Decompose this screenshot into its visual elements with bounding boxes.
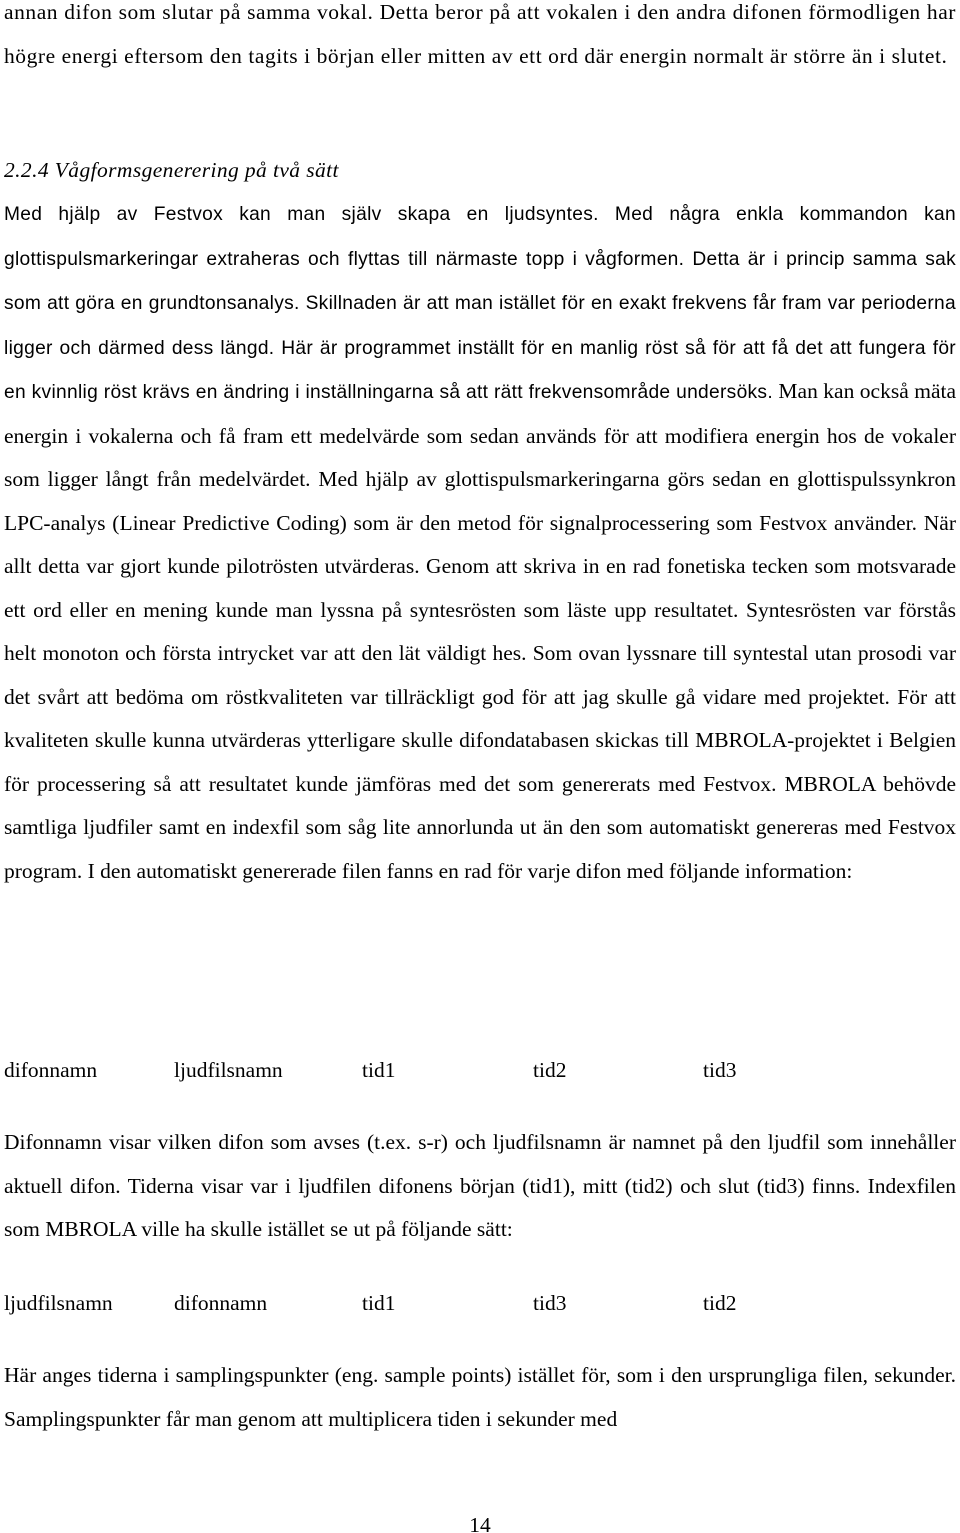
page-number: 14 xyxy=(469,1513,491,1533)
field-cell: tid1 xyxy=(362,1291,396,1315)
field-order-row-mbrola xyxy=(4,1288,956,1318)
paragraph-festvox-sans-part: Med hjälp av Festvox kan man själv skapa en ljudsyntes. Med några enkla kommandon kan glottispulsmarkeringar extraheras och flyttas till närmaste topp i vågformen. Detta är i princip samma sak som att göra en grundtonsanalys. Skillnaden är att man istället för en exakt frekvens får fram var perioderna ligger och därmed dess längd. Här är programmet inställt för en manlig röst så för att få det att fungera för en kvinnlig röst krävs en ändring i inställningarna så att rätt frekvensområde undersöks. xyxy=(4,204,956,403)
field-cell: ljudfilsnamn xyxy=(174,1058,283,1082)
field-cell: tid3 xyxy=(533,1291,567,1315)
paragraph-difonnamn: Difonnamn visar vilken difon som avses (t.ex. s-r) och ljudfilsnamn är namnet på den ljudfil som innehåller aktuell difon. Tiderna visar var i ljudfilen difonens början (tid1), mitt (tid2) och slut (tid3) finns. Indexfilen som MBROLA ville ha skulle istället se ut på följande sätt: xyxy=(4,1130,956,1241)
field-cell: tid2 xyxy=(533,1058,567,1082)
field-cell: tid1 xyxy=(362,1058,396,1082)
paragraph-continued: annan difon som slutar på samma vokal. Detta beror på att vokalen i den andra difonen förmodligen har högre energi eftersom den tagits i början eller mitten av ett ord där energin normalt är större än i slutet. xyxy=(4,0,956,68)
field-cell: difonnamn xyxy=(174,1291,268,1315)
field-cell: ljudfilsnamn xyxy=(4,1291,113,1315)
field-cell: difonnamn xyxy=(4,1058,98,1082)
paragraph-samplingspunkter: Här anges tiderna i samplingspunkter (eng. sample points) istället för, som i den ursprungliga filen, sekunder. Samplingspunkter får man genom att multiplicera tiden i sekunder med xyxy=(4,1363,956,1431)
section-heading: 2.2.4 Vågformsgenerering på två sätt xyxy=(4,158,339,182)
paragraph-festvox xyxy=(4,192,956,893)
field-cell: tid2 xyxy=(703,1291,737,1315)
field-cell: tid3 xyxy=(703,1058,737,1082)
field-order-row-original xyxy=(4,1055,956,1085)
paragraph-festvox-serif-part: Man kan också mäta energin i vokalerna och få fram ett medelvärde som sedan används för att modifiera energin hos de vokaler som ligger långt från medelvärdet. Med hjälp av glottispulsmarkeringarna görs sedan en glottispulssynkron LPC-analys (Linear Predictive Coding) som är den metod för signalprocessering som Festvox använder. När allt detta var gjort kunde pilotrösten utvärderas. Genom att skriva in en rad fonetiska tecken som motsvarade ett ord eller en mening kunde man lyssna på syntesrösten som läste upp resultatet. Syntesrösten var förstås helt monoton och första intrycket var att den lät väldigt hes. Som ovan lyssnare till syntestal utan prosodi var det svårt att bedöma om röstkvaliteten var tillräckligt god för att jag skulle gå vidare med projektet. För att kvaliteten skulle kunna utvärderas ytterligare skulle difondatabasen skickas till MBROLA-projektet i Belgien för processering så att resultatet kunde jämföras med det som genererats med Festvox. MBROLA behövde samtliga ljudfiler samt en indexfil som såg lite annorlunda ut än den som automatiskt genereras med Festvox program. I den automatiskt genererade filen fanns en rad för varje difon med följande information: xyxy=(4,379,956,883)
